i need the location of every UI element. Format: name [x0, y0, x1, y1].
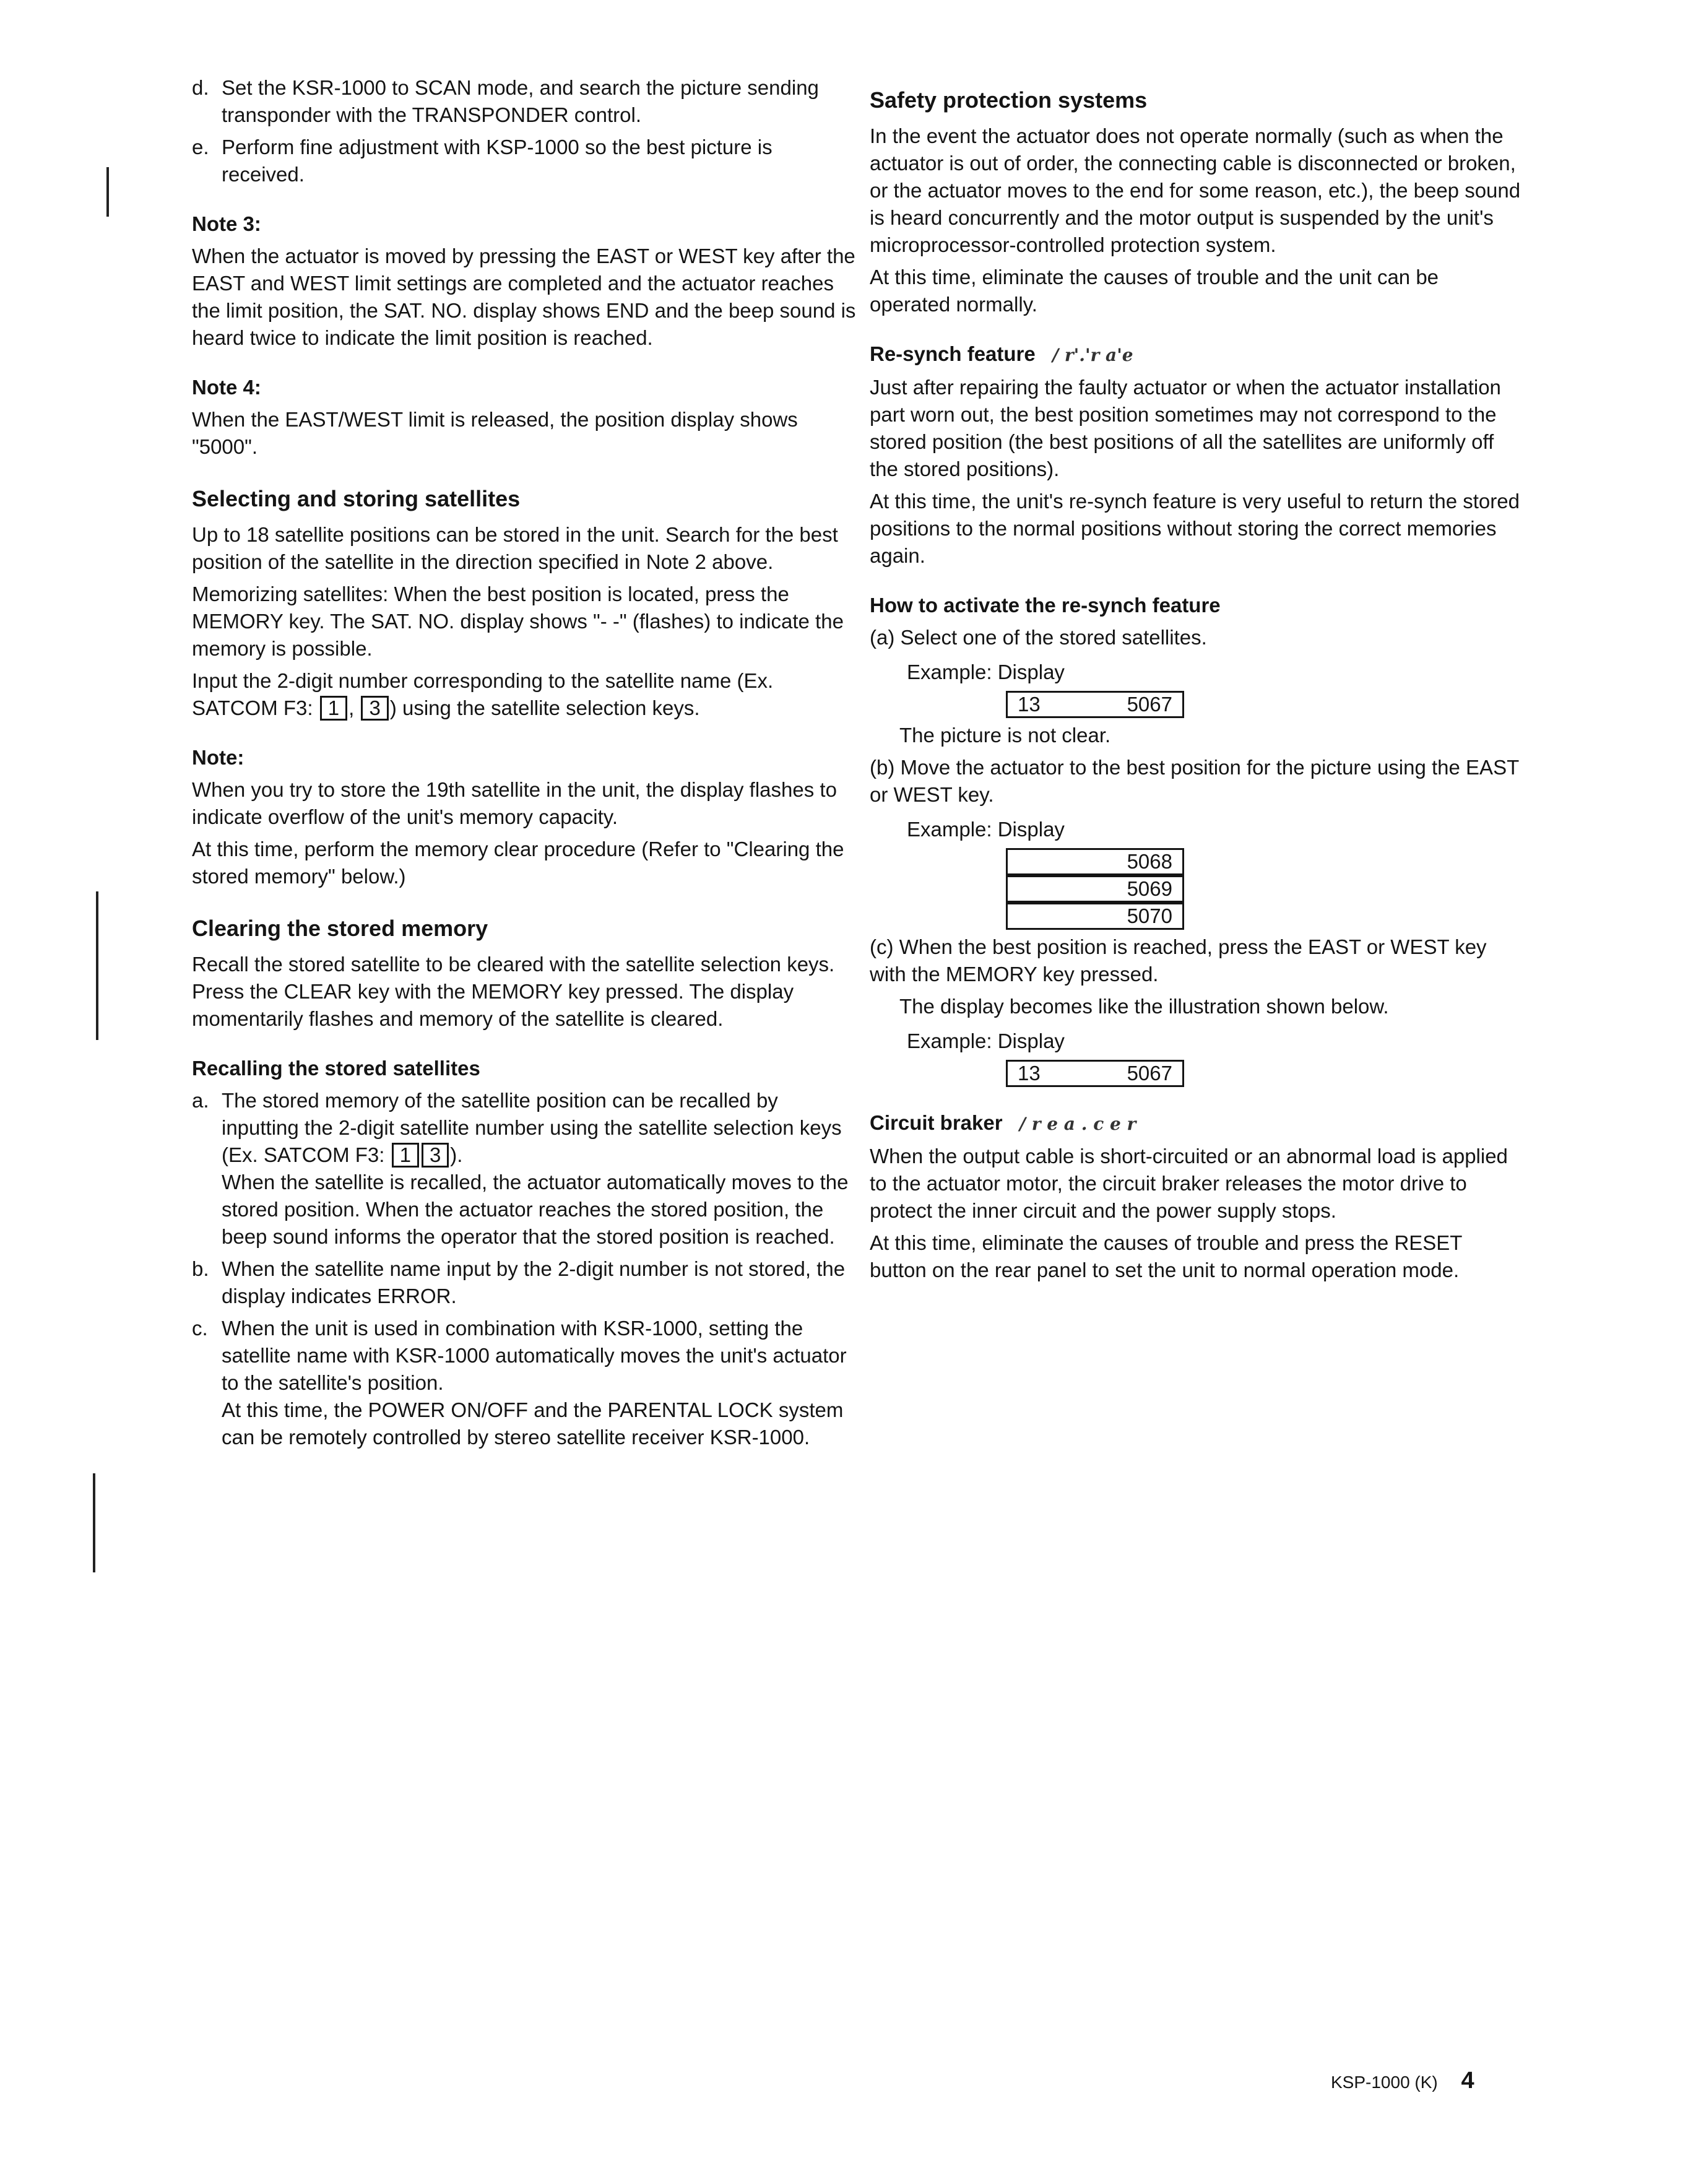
resynch-paragraph-1: Just after repairing the faulty actuator or when the actuator installation part worn out, the best position sometimes may not correspond to the stored position (the best positions of all the satellites are uniformly off the stored positions). [870, 376, 1501, 480]
safety-heading: Safety protection systems [870, 87, 1148, 113]
scan-mark-left-2 [96, 891, 98, 1040]
recalling-heading: Recalling the stored satellites [192, 1057, 480, 1080]
page-number: 4 [1461, 2068, 1474, 2094]
display-position: 5069 [1127, 877, 1172, 900]
item-mark: b. [192, 1257, 209, 1280]
note-paragraph-1: When you try to store the 19th satellite in the unit, the display flashes to indicate overflow of the unit's memory capacity. [192, 778, 837, 828]
item-a-post: ). [450, 1143, 463, 1166]
display-illustration [1006, 691, 1523, 718]
howto-step-a: (a) Select one of the stored satellites. [870, 626, 1207, 649]
resynch-handwritten-note: / r'.'r a'e [1052, 345, 1133, 365]
resynch-heading: Re-synch feature [870, 342, 1036, 365]
display-frame [1006, 691, 1184, 718]
selecting-paragraph-1: Up to 18 satellite positions can be stored in the unit. Search for the best position of the satellite in the direction specified in Note 2 above. [192, 523, 838, 573]
clearing-text: Recall the stored satellite to be cleared with the satellite selection keys. Press the CLEAR key with the MEMORY key pressed. The display momentarily flashes and memory of the satellite is cleared. [192, 953, 835, 1030]
display-position: 5067 [1127, 1062, 1172, 1085]
satellite-key-3: 3 [422, 1143, 449, 1168]
list-item-e [192, 134, 860, 188]
note-heading: Note: [192, 746, 245, 769]
item-a-pre: The stored memory of the satellite position can be recalled by inputting the 2-digit satellite number using the satellite selection keys (Ex. SATCOM F3: [222, 1089, 842, 1166]
display-illustration [1006, 1060, 1523, 1087]
key-separator: , [348, 696, 355, 719]
list-item-a [192, 1087, 860, 1250]
breaker-paragraph-2: At this time, eliminate the causes of trouble and press the RESET button on the rear panel to set the unit to normal operation mode. [870, 1231, 1462, 1281]
note3-text: When the actuator is moved by pressing the EAST or WEST key after the EAST and WEST limit settings are completed and the actuator reaches the limit position, the SAT. NO. display shows END and the beep sound is heard twice to indicate the limit position is reached. [192, 245, 856, 349]
list-item-d [192, 74, 860, 129]
note3-heading: Note 3: [192, 212, 261, 235]
list-item-b [192, 1255, 860, 1310]
howto-step-c: (c) When the best position is reached, press the EAST or WEST key with the MEMORY key pressed. [870, 935, 1487, 986]
display-position: 5067 [1127, 693, 1172, 716]
note4-text: When the EAST/WEST limit is released, the position display shows "5000". [192, 408, 798, 458]
breaker-paragraph-1: When the output cable is short-circuited or an abnormal load is applied to the actuator motor, the circuit braker releases the motor drive to protect the inner circuit and the power supply stops. [870, 1145, 1508, 1222]
display-frame [1006, 1060, 1184, 1087]
display-frame [1006, 875, 1184, 903]
satellite-key-3: 3 [361, 696, 388, 721]
item-mark: c. [192, 1317, 208, 1340]
left-column [192, 74, 860, 1456]
resynch-heading-row [870, 340, 1523, 369]
list-item-c [192, 1315, 860, 1451]
item-mark: d. [192, 76, 209, 99]
footer-model: KSP-1000 (K) [1331, 2073, 1438, 2092]
howto-step-c-paragraph-2: The display becomes like the illustration shown below. [899, 995, 1389, 1018]
scan-mark-left-3 [93, 1473, 95, 1572]
item-text: Set the KSR-1000 to SCAN mode, and search the picture sending transponder with the TRANSPONDER control. [222, 76, 819, 126]
breaker-heading-row [870, 1109, 1523, 1138]
note-paragraph-2: At this time, perform the memory clear procedure (Refer to "Clearing the stored memory" below.) [192, 838, 844, 888]
item-b-text: When the satellite name input by the 2-digit number is not stored, the display indicates ERROR. [222, 1257, 846, 1307]
safety-paragraph-2: At this time, eliminate the causes of trouble and the unit can be operated normally. [870, 266, 1439, 316]
page-footer [1331, 2068, 1474, 2094]
note4-heading: Note 4: [192, 376, 261, 399]
selecting-paragraph-2: Memorizing satellites: When the best position is located, press the MEMORY key. The SAT. NO. display shows "- -" (flashes) to indicate the memory is possible. [192, 583, 844, 660]
item-c-text: When the unit is used in combination with KSR-1000, setting the satellite name with KSR-1000 automatically moves the unit's actuator to the satellite's position. [222, 1317, 847, 1394]
item-mark: a. [192, 1089, 209, 1112]
scan-mark-left-1 [106, 167, 109, 217]
howto-heading: How to activate the re-synch feature [870, 594, 1221, 617]
selecting-paragraph-3 [192, 667, 860, 722]
right-column [870, 74, 1523, 1289]
item-mark: e. [192, 136, 209, 158]
item-a-paragraph-2: When the satellite is recalled, the actuator automatically moves to the stored position. When the actuator reaches the stored position, the beep sound informs the operator that the stored position is reached. [222, 1171, 849, 1248]
display-sat-number: 13 [1018, 1062, 1041, 1085]
example-label: Example: Display [907, 1029, 1065, 1052]
resynch-paragraph-2: At this time, the unit's re-synch feature is very useful to return the stored positions to the normal positions without storing the correct memories again. [870, 490, 1520, 567]
satellite-key-1: 1 [320, 696, 347, 721]
display-illustration [1006, 848, 1523, 930]
clearing-heading: Clearing the stored memory [192, 916, 488, 941]
item-c-paragraph-2: At this time, the POWER ON/OFF and the PARENTAL LOCK system can be remotely controlled by stereo satellite receiver KSR-1000. [222, 1398, 844, 1449]
breaker-handwritten-note: / r e a . c e r [1019, 1114, 1136, 1134]
selecting-p3-pre: Input the 2-digit number corresponding to the satellite name (Ex. SATCOM F3: [192, 669, 774, 719]
howto-step-b: (b) Move the actuator to the best position for the picture using the EAST or WEST key. [870, 756, 1519, 806]
satellite-key-1: 1 [392, 1143, 419, 1168]
display-frame [1006, 903, 1184, 930]
selecting-p3-post: ) using the satellite selection keys. [389, 696, 700, 719]
item-text: Perform fine adjustment with KSP-1000 so the best picture is received. [222, 136, 773, 186]
item-a-text [222, 1087, 860, 1169]
selecting-heading: Selecting and storing satellites [192, 486, 521, 511]
example-label: Example: Display [907, 818, 1065, 841]
howto-step-a-after: The picture is not clear. [899, 724, 1111, 747]
display-frame [1006, 848, 1184, 875]
safety-paragraph-1: In the event the actuator does not operate normally (such as when the actuator is out of order, the connecting cable is disconnected or broken, or the actuator moves to the end for some reason, etc.), the beep sound is heard concurrently and the motor output is suspended by the unit's microprocessor-controlled protection system. [870, 124, 1521, 256]
display-position: 5068 [1127, 850, 1172, 873]
display-position: 5070 [1127, 904, 1172, 927]
display-sat-number: 13 [1018, 693, 1041, 716]
breaker-heading: Circuit braker [870, 1111, 1003, 1134]
example-label: Example: Display [907, 661, 1065, 683]
